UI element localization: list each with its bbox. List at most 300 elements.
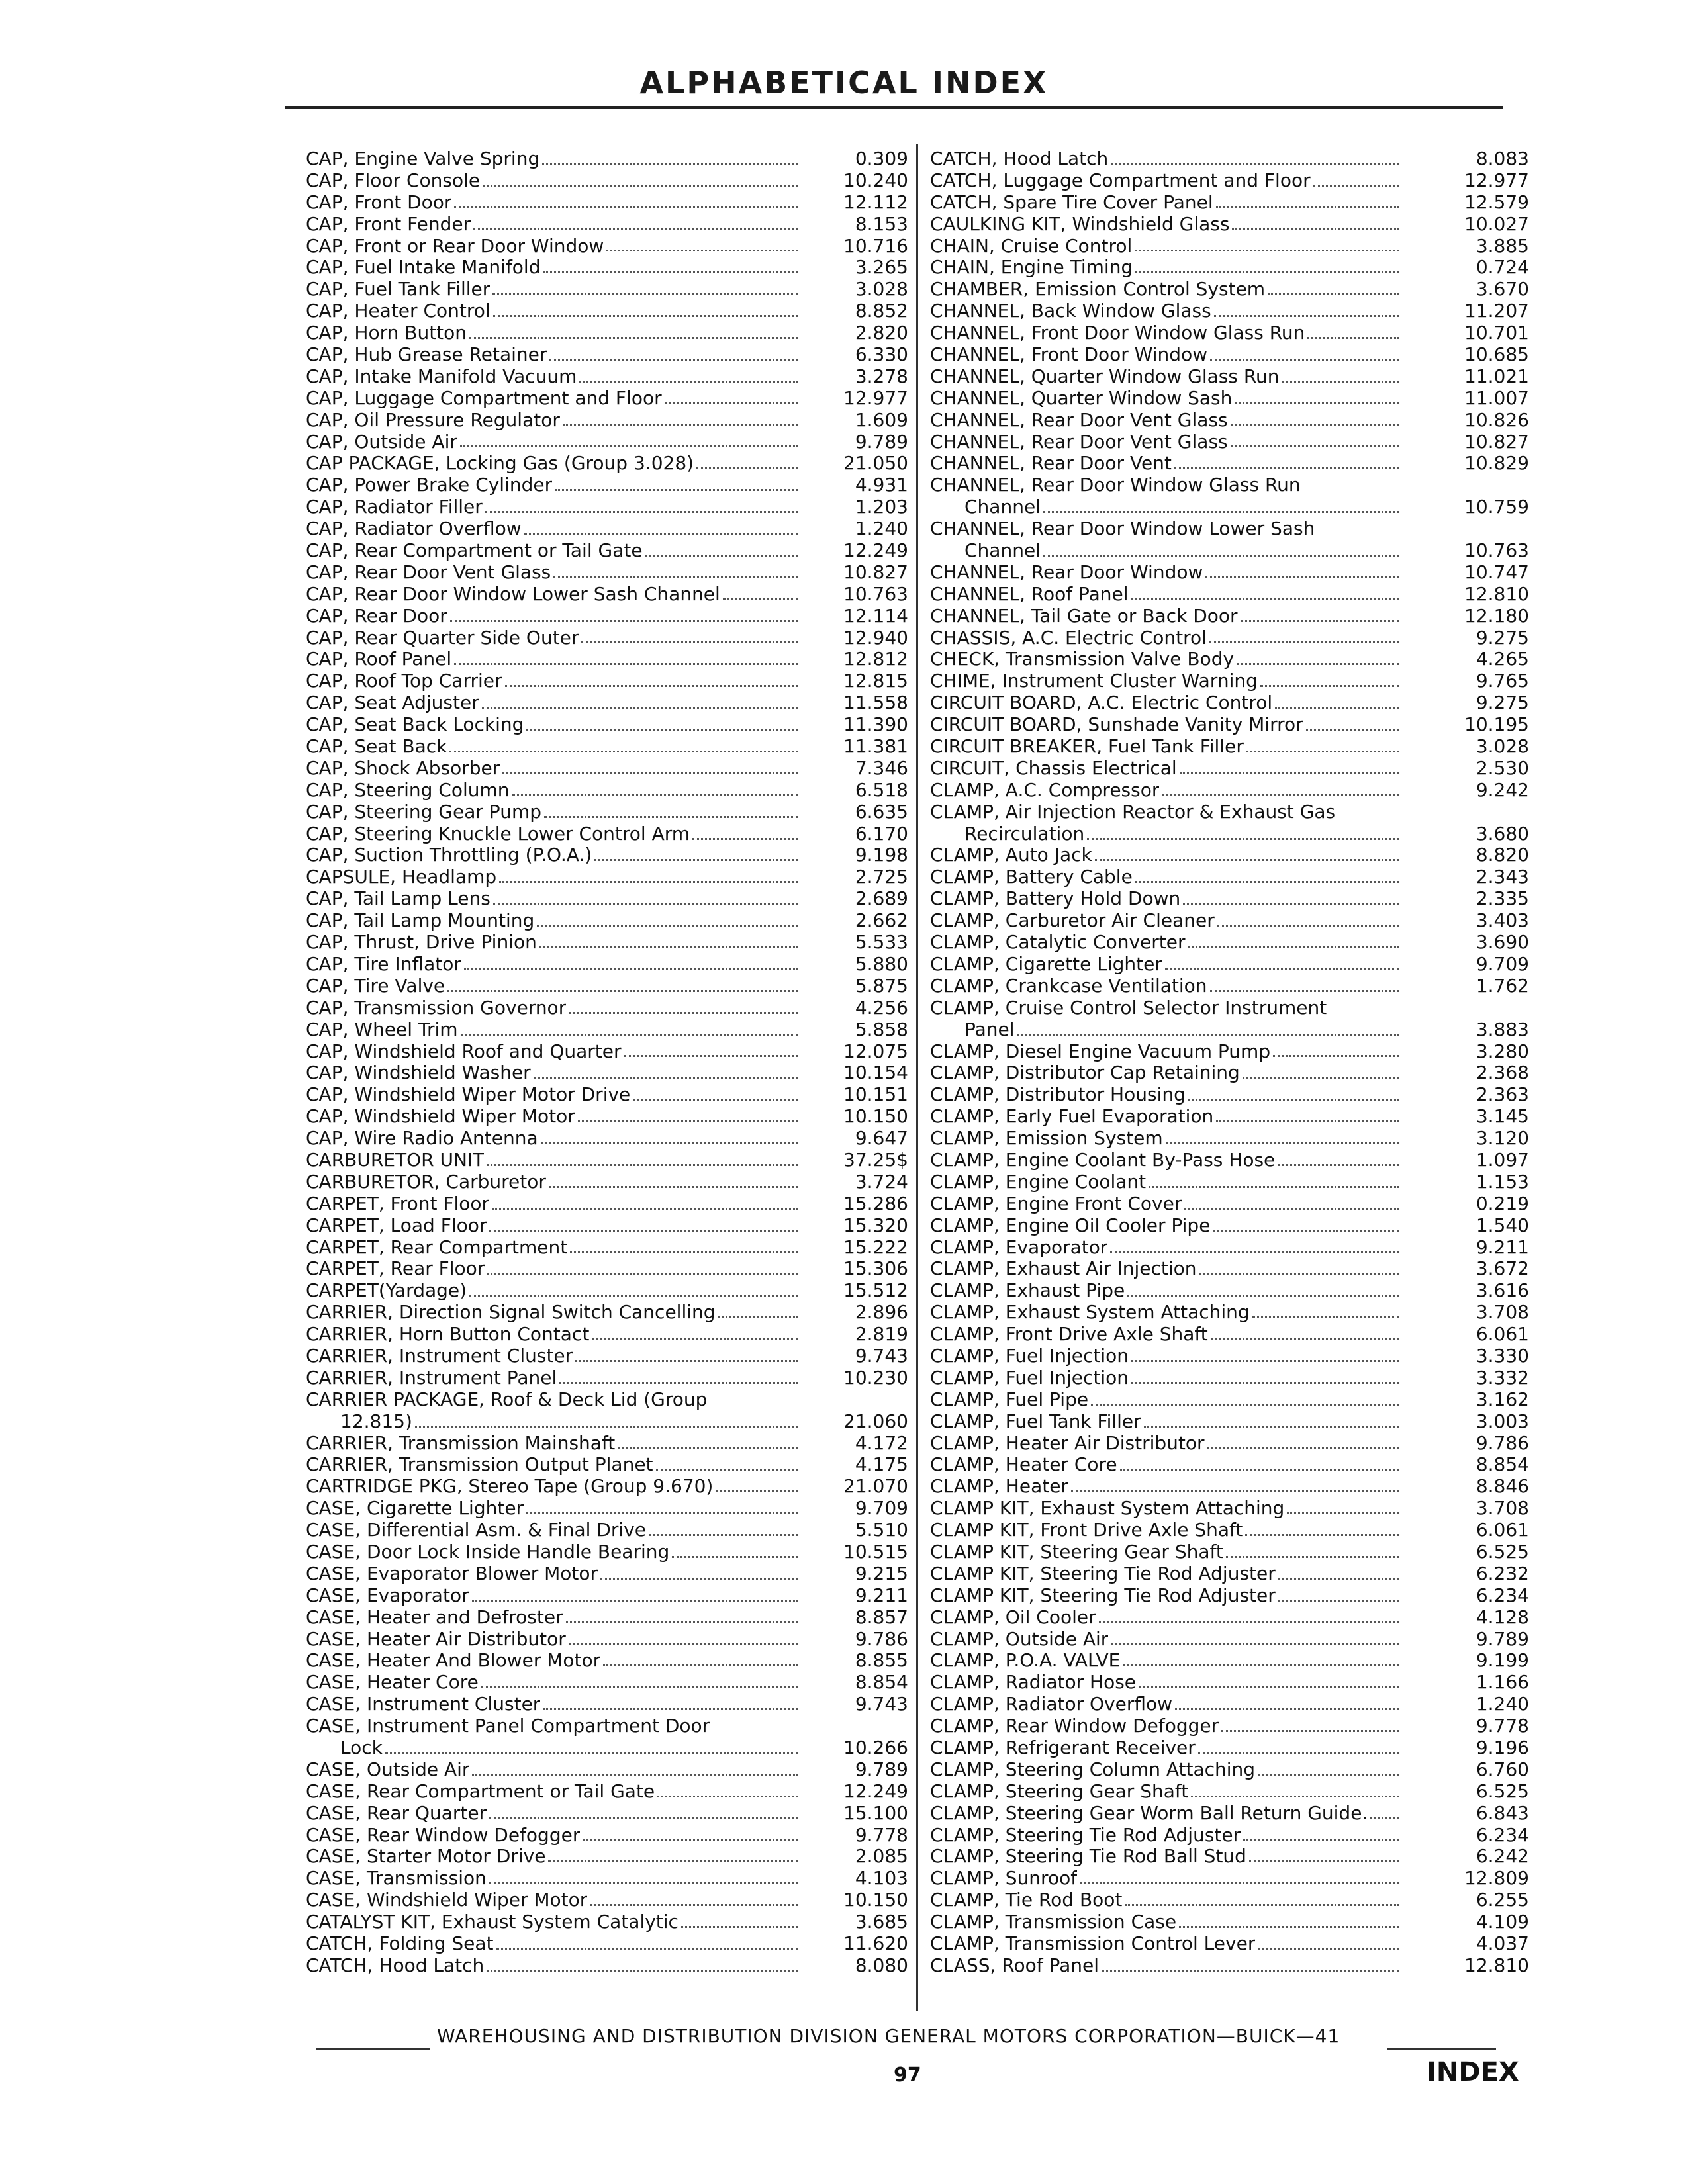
index-entry-name: CAP, Floor Console: [306, 169, 481, 191]
index-entry: [306, 453, 908, 475]
dot-leader: [385, 1752, 798, 1754]
index-entry: [930, 823, 1529, 845]
dot-leader: [492, 293, 798, 295]
index-entry-name: CASE, Instrument Panel Compartment Door: [306, 1715, 710, 1737]
index-entry-name: CASE, Rear Window Defogger: [306, 1824, 581, 1846]
dot-leader: [481, 1686, 798, 1688]
index-entry-group-number: 1.153: [1476, 1170, 1529, 1193]
index-entry-group-number: 15.512: [843, 1279, 908, 1302]
index-entry-name: CHAIN, Engine Timing: [930, 257, 1133, 279]
index-entry-name: CLAMP, Air Injection Reactor & Exhaust Gas: [930, 801, 1336, 823]
index-entry: [306, 997, 908, 1019]
index-entry-name: CIRCUIT, Chassis Electrical: [930, 757, 1177, 779]
dot-leader: [461, 1034, 798, 1036]
dot-leader: [1278, 1164, 1399, 1166]
index-entry-group-number: 12.810: [1464, 582, 1529, 605]
dot-leader: [1071, 1490, 1399, 1492]
index-entry-name: CAP, Seat Back: [306, 736, 447, 758]
dot-leader: [1214, 315, 1399, 317]
index-entry-group-number: 4.128: [1476, 1606, 1529, 1628]
dot-leader: [1135, 881, 1399, 883]
index-entry: [306, 758, 908, 780]
index-entry-name: CLAMP, Heater Core: [930, 1454, 1117, 1476]
index-entry-group-number: 0.309: [855, 147, 908, 169]
index-column-right: [930, 148, 1529, 1977]
index-entry-name: CAP, Intake Manifold Vacuum: [306, 365, 577, 387]
index-entry-name: CLAMP, Steering Gear Worm Ball Return Guide.: [930, 1802, 1368, 1824]
index-entry-group-number: 9.743: [855, 1693, 908, 1715]
index-entry: [306, 649, 908, 670]
index-entry-group-number: 15.222: [843, 1236, 908, 1258]
index-entry-group-number: 5.533: [855, 931, 908, 954]
dot-leader: [553, 576, 798, 578]
index-entry-group-number: 3.265: [855, 256, 908, 279]
index-entry-group-number: 10.759: [1464, 496, 1529, 518]
dot-leader: [1125, 1904, 1399, 1906]
index-entry: [306, 518, 908, 540]
index-entry: [306, 1106, 908, 1128]
index-entry-name: CAP, Rear Quarter Side Outer: [306, 627, 579, 649]
index-entry-name: CATCH, Hood Latch: [930, 148, 1109, 169]
index-entry-group-number: 10.154: [843, 1062, 908, 1084]
index-entry: [306, 1193, 908, 1215]
index-entry: [930, 584, 1529, 606]
index-entry: [930, 997, 1529, 1019]
index-entry-name: CARPET, Front Floor: [306, 1193, 490, 1214]
dot-leader: [1260, 685, 1399, 687]
dot-leader: [656, 1469, 798, 1471]
index-entry: [306, 1084, 908, 1106]
index-entry-name: CAP, Steering Column: [306, 779, 510, 801]
index-entry-group-number: 12.114: [843, 604, 908, 627]
index-entry-group-number: 6.061: [1476, 1519, 1529, 1541]
index-entry: [930, 1759, 1529, 1781]
index-entry: [306, 1759, 908, 1781]
index-entry-group-number: 12.112: [843, 191, 908, 213]
dot-leader: [496, 1948, 798, 1950]
index-entry-group-number: 10.230: [843, 1366, 908, 1388]
index-entry: [930, 279, 1529, 300]
index-entry-name: CLAMP, Engine Front Cover: [930, 1193, 1182, 1214]
index-entry-name: CLAMP, Fuel Pipe: [930, 1388, 1089, 1410]
dot-leader: [454, 663, 798, 665]
index-entry-group-number: 6.234: [1476, 1823, 1529, 1846]
index-entry-name: CLAMP, Fuel Tank Filler: [930, 1410, 1141, 1432]
dot-leader: [594, 859, 798, 861]
index-entry-name: CARRIER, Transmission Output Planet: [306, 1454, 653, 1476]
index-entry: [306, 1781, 908, 1803]
index-entry-name: CAP, Windshield Roof and Quarter: [306, 1040, 622, 1062]
index-entry-name: CHANNEL, Rear Door Vent Glass: [930, 409, 1228, 431]
dot-leader: [672, 1556, 798, 1558]
index-entry-name: CARRIER, Instrument Cluster: [306, 1345, 573, 1367]
index-entry-name: CLAMP, Steering Tie Rod Adjuster: [930, 1824, 1241, 1846]
dot-leader: [606, 250, 798, 251]
index-entry-group-number: 4.103: [855, 1867, 908, 1889]
dot-leader: [1278, 1578, 1399, 1580]
index-entry-group-number: 9.778: [855, 1823, 908, 1846]
index-entry: [306, 670, 908, 692]
index-entry: [930, 1694, 1529, 1715]
index-entry: [930, 1258, 1529, 1280]
dot-leader: [543, 271, 798, 273]
section-label: INDEX: [1427, 2057, 1519, 2087]
dot-leader: [485, 511, 798, 513]
index-entry-group-number: 9.789: [1476, 1627, 1529, 1650]
index-entry-group-number: 9.709: [855, 1497, 908, 1520]
index-entry-name: CATCH, Folding Seat: [306, 1933, 494, 1955]
index-entry: [930, 170, 1529, 192]
dot-leader: [524, 533, 798, 535]
index-entry: [930, 1062, 1529, 1084]
index-entry-group-number: 12.249: [843, 539, 908, 562]
index-entry: [306, 1389, 908, 1411]
index-entry-name: CHANNEL, Rear Door Window Lower Sash: [930, 518, 1315, 540]
index-entry-group-number: 12.815: [843, 670, 908, 692]
index-entry-name: CARPET, Load Floor: [306, 1214, 487, 1236]
index-entry: [306, 1367, 908, 1389]
index-entry-name: CHANNEL, Rear Door Window: [930, 561, 1203, 583]
index-entry: [930, 1041, 1529, 1063]
dot-leader: [581, 641, 798, 643]
index-entry-group-number: 3.680: [1476, 822, 1529, 844]
dot-leader: [1205, 576, 1399, 578]
dot-leader: [544, 816, 798, 818]
dot-leader: [469, 337, 798, 339]
dot-leader: [1249, 1860, 1399, 1862]
index-entry: [306, 866, 908, 888]
index-entry: [306, 1629, 908, 1651]
index-entry-group-number: 3.885: [1476, 234, 1529, 257]
index-entry: [306, 1258, 908, 1280]
dot-leader: [1166, 1142, 1399, 1144]
dot-leader: [464, 968, 798, 970]
index-entry-name: CHANNEL, Back Window Glass: [930, 300, 1211, 322]
index-entry-name: CAP, Fuel Tank Filler: [306, 279, 491, 300]
dot-leader: [1099, 1621, 1399, 1623]
index-entry: [930, 692, 1529, 714]
dot-leader: [1198, 1752, 1399, 1754]
index-entry: [306, 1585, 908, 1607]
dot-leader: [1111, 1643, 1399, 1645]
index-entry-group-number: 10.240: [843, 169, 908, 191]
index-entry-name: CAP, Shock Absorber: [306, 757, 500, 779]
index-entry-group-number: 6.330: [855, 343, 908, 365]
index-entry-group-number: 6.760: [1476, 1758, 1529, 1780]
dot-leader: [1111, 163, 1399, 165]
index-entry-group-number: 1.166: [1476, 1671, 1529, 1694]
index-entry-group-number: 12.809: [1464, 1867, 1529, 1889]
index-entry: [930, 932, 1529, 954]
index-entry-group-number: 9.786: [1476, 1432, 1529, 1454]
index-entry: [306, 1933, 908, 1955]
index-entry-name: CAP, Engine Valve Spring: [306, 148, 540, 169]
index-entry: [930, 1629, 1529, 1651]
index-entry: [930, 888, 1529, 910]
dot-leader: [1370, 1817, 1399, 1819]
dot-leader: [570, 1251, 798, 1253]
dot-leader: [469, 1295, 798, 1297]
dot-leader: [716, 1490, 798, 1492]
index-entry: [306, 214, 908, 236]
index-entry-group-number: 5.858: [855, 1018, 908, 1040]
index-entry-name: CLAMP KIT, Front Drive Axle Shaft: [930, 1520, 1243, 1541]
index-entry-name: CIRCUIT BOARD, Sunshade Vanity Mirror: [930, 714, 1303, 736]
index-entry-group-number: 10.763: [843, 582, 908, 605]
index-entry: [930, 1237, 1529, 1259]
index-entry: [930, 1454, 1529, 1476]
index-entry-group-number: 10.150: [843, 1105, 908, 1128]
index-entry-group-number: 4.037: [1476, 1933, 1529, 1955]
dot-leader: [1237, 663, 1399, 665]
dot-leader: [450, 620, 798, 622]
index-entry-name: CARRIER, Instrument Panel: [306, 1367, 557, 1388]
index-entry: [930, 1084, 1529, 1106]
index-entry: [930, 1650, 1529, 1672]
index-entry-group-number: 4.256: [855, 996, 908, 1019]
index-entry-name: CAP, Suction Throttling (P.O.A.): [306, 844, 592, 866]
index-entry-group-number: 9.211: [855, 1584, 908, 1606]
index-entry-name: CLAMP, P.O.A. VALVE: [930, 1650, 1121, 1672]
dot-leader: [472, 1600, 798, 1602]
index-entry: [930, 388, 1529, 410]
footer-rule-left: [316, 2048, 430, 2050]
index-entry-name: CASE, Cigarette Lighter: [306, 1498, 524, 1520]
index-entry-group-number: 11.390: [843, 713, 908, 736]
index-entry-group-number: 10.195: [1464, 713, 1529, 736]
index-entry-group-number: 3.690: [1476, 931, 1529, 954]
index-entry: [930, 1389, 1529, 1411]
index-entry-name: CAPSULE, Headlamp: [306, 866, 497, 888]
index-entry-group-number: 11.620: [843, 1933, 908, 1955]
index-entry-name: CASE, Differential Asm. & Final Drive: [306, 1520, 646, 1541]
index-entry: [306, 780, 908, 801]
index-entry-name: Channel: [964, 496, 1041, 518]
dot-leader: [1252, 1316, 1399, 1318]
index-entry: [930, 236, 1529, 257]
index-entry-group-number: 12.977: [843, 387, 908, 409]
index-entry: [930, 148, 1529, 170]
index-entry-name: CLAMP, Engine Coolant By-Pass Hose: [930, 1149, 1276, 1171]
index-entry: [306, 1846, 908, 1868]
index-entry-name: CLAMP, Sunroof: [930, 1868, 1078, 1889]
index-entry-name: CLAMP, Engine Coolant: [930, 1171, 1147, 1193]
index-entry-group-number: 37.25$: [843, 1148, 908, 1171]
dot-leader: [1188, 946, 1400, 948]
index-entry-name: CASE, Instrument Cluster: [306, 1694, 541, 1715]
index-entry: [930, 257, 1529, 279]
index-entry: [306, 1955, 908, 1977]
dot-leader: [541, 1142, 798, 1144]
dot-leader: [1123, 1664, 1399, 1666]
dot-leader: [618, 1447, 798, 1449]
index-entry-group-number: 3.883: [1476, 1018, 1529, 1040]
index-entry: [930, 976, 1529, 997]
dot-leader: [493, 903, 798, 905]
index-entry-group-number: 6.518: [855, 778, 908, 801]
index-entry-name: CHASSIS, A.C. Electric Control: [930, 627, 1207, 649]
dot-leader: [555, 489, 798, 491]
dot-leader: [1188, 1099, 1399, 1101]
index-entry-name: CHANNEL, Quarter Window Sash: [930, 387, 1233, 409]
index-entry-name: Lock: [340, 1737, 383, 1758]
index-entry-name: CLAMP, Battery Cable: [930, 866, 1133, 888]
index-entry-name: CLAMP, Emission System: [930, 1128, 1163, 1150]
index-entry: [306, 236, 908, 257]
dot-leader: [1213, 1230, 1399, 1232]
index-entry: [930, 496, 1529, 518]
dot-leader: [1268, 293, 1399, 295]
index-entry-group-number: 10.716: [843, 234, 908, 257]
index-entry: [306, 845, 908, 867]
index-entry-name: CHECK, Transmission Valve Body: [930, 649, 1235, 670]
index-entry-name: CAP, Power Brake Cylinder: [306, 475, 553, 496]
dot-leader: [493, 315, 798, 317]
dot-leader: [1120, 1469, 1399, 1471]
index-entry-name: CASE, Evaporator Blower Motor: [306, 1563, 598, 1584]
index-entry-group-number: 1.609: [855, 408, 908, 431]
index-entry-group-number: 10.826: [1464, 408, 1529, 431]
index-entry: [306, 1128, 908, 1150]
index-entry-name: CLAMP, Radiator Overflow: [930, 1694, 1173, 1715]
index-entry-name: CATCH, Luggage Compartment and Floor: [930, 169, 1311, 191]
index-entry-name: Channel: [964, 540, 1041, 562]
index-entry-group-number: 9.709: [1476, 952, 1529, 975]
index-entry: [306, 279, 908, 300]
index-entry-name: CAP, Horn Button: [306, 322, 467, 344]
index-entry-name: CAP, Tire Inflator: [306, 953, 461, 975]
index-entry-group-number: 3.280: [1476, 1040, 1529, 1062]
index-entry-group-number: 1.203: [855, 496, 908, 518]
index-entry-name: CLAMP, Exhaust Air Injection: [930, 1258, 1197, 1280]
index-entry: [306, 1715, 908, 1737]
index-entry: [930, 1563, 1529, 1585]
dot-leader: [600, 1578, 798, 1580]
index-entry-name: CASE, Starter Motor Drive: [306, 1846, 546, 1868]
index-entry: [306, 1324, 908, 1345]
index-entry-name: CLAMP, Carburetor Air Cleaner: [930, 910, 1215, 932]
index-entry: [306, 1868, 908, 1889]
index-entry-name: CAP, Roof Top Carrier: [306, 670, 502, 692]
index-entry: [930, 344, 1529, 366]
index-entry: [930, 366, 1529, 388]
index-entry-name: CLAMP, Rear Window Defogger: [930, 1715, 1219, 1737]
dot-leader: [1246, 751, 1399, 752]
index-entry: [306, 910, 908, 932]
index-entry-name: Panel: [964, 1019, 1015, 1040]
index-entry-group-number: 3.330: [1476, 1344, 1529, 1367]
index-entry-name: CAP, Tire Valve: [306, 975, 445, 997]
index-entry: [930, 1367, 1529, 1389]
dot-leader: [502, 772, 798, 774]
index-entry-group-number: 3.708: [1476, 1497, 1529, 1520]
index-entry-name: CIRCUIT BOARD, A.C. Electric Control: [930, 692, 1273, 714]
dot-leader: [512, 794, 798, 796]
index-entry-name: CARBURETOR, Carburetor: [306, 1171, 546, 1193]
index-entry-name: CLAMP, Evaporator: [930, 1236, 1108, 1258]
dot-leader: [1226, 1556, 1399, 1558]
dot-leader: [696, 467, 798, 469]
index-entry-group-number: 8.855: [855, 1649, 908, 1672]
index-entry-group-number: 3.670: [1476, 278, 1529, 300]
index-entry: [306, 1737, 908, 1759]
index-entry-name: CLAMP, Battery Hold Down: [930, 888, 1181, 910]
dot-leader: [1231, 424, 1399, 426]
index-entry-group-number: 2.335: [1476, 887, 1529, 910]
index-entry: [930, 1193, 1529, 1215]
index-entry: [306, 1911, 908, 1933]
index-entry: [930, 714, 1529, 736]
index-entry-name: CLAMP, Cruise Control Selector Instrument: [930, 997, 1327, 1019]
index-entry-group-number: 21.060: [843, 1410, 908, 1432]
dot-leader: [624, 1055, 798, 1057]
index-entry-name: CAULKING KIT, Windshield Glass: [930, 213, 1230, 235]
index-entry-name: CLAMP, Engine Oil Cooler Pipe: [930, 1214, 1211, 1236]
index-entry-name: CATCH, Spare Tire Cover Panel: [930, 191, 1213, 213]
index-entry: [930, 432, 1529, 453]
index-entry: [306, 1302, 908, 1324]
dot-leader: [1175, 1708, 1399, 1710]
index-entry: [306, 1889, 908, 1911]
index-entry: [930, 1911, 1529, 1933]
index-entry-group-number: 3.028: [855, 278, 908, 300]
index-entry-name: CASE, Rear Quarter: [306, 1802, 487, 1824]
index-entry-group-number: 2.363: [1476, 1083, 1529, 1106]
index-entry-group-number: 3.708: [1476, 1301, 1529, 1324]
index-entry: [306, 584, 908, 606]
index-entry-name: CASE, Transmission: [306, 1868, 487, 1889]
index-entry-group-number: 9.199: [1476, 1649, 1529, 1672]
index-entry-name: CAP, Luggage Compartment and Floor: [306, 387, 662, 409]
dot-leader: [473, 228, 798, 230]
index-entry-name: CAP, Windshield Wiper Motor Drive: [306, 1084, 631, 1106]
index-entry-name: CHANNEL, Rear Door Vent Glass: [930, 431, 1228, 453]
index-entry-group-number: 9.198: [855, 844, 908, 866]
dot-leader: [460, 445, 798, 447]
index-entry-name: Recirculation: [964, 823, 1085, 844]
index-entry: [306, 736, 908, 758]
dot-leader: [1258, 1774, 1399, 1776]
dot-leader: [1183, 903, 1399, 905]
dot-leader: [548, 1860, 798, 1862]
index-entry: [930, 1825, 1529, 1846]
index-entry-group-number: 10.701: [1464, 322, 1529, 344]
index-entry-name: CAP, Windshield Wiper Motor: [306, 1106, 575, 1128]
index-entry-name: CAP, Fuel Intake Manifold: [306, 257, 541, 279]
index-entry: [930, 1672, 1529, 1694]
index-entry: [306, 496, 908, 518]
index-entry-name: CAP, Tail Lamp Lens: [306, 888, 491, 910]
index-entry-name: CHANNEL, Front Door Window: [930, 344, 1208, 365]
index-entry-group-number: 6.635: [855, 800, 908, 823]
dot-leader: [1080, 1882, 1399, 1884]
index-entry-name: CLAMP, Heater: [930, 1476, 1068, 1498]
index-entry-group-number: 2.085: [855, 1845, 908, 1868]
index-entry: [930, 1585, 1529, 1607]
index-entry: [306, 1563, 908, 1585]
dot-leader: [1174, 467, 1399, 469]
index-entry-group-number: 3.724: [855, 1170, 908, 1193]
index-entry-group-number: 8.080: [855, 1954, 908, 1976]
dot-leader: [1127, 1295, 1399, 1297]
index-entry-group-number: 5.510: [855, 1519, 908, 1541]
dot-leader: [1231, 445, 1399, 447]
index-entry-group-number: 12.579: [1464, 191, 1529, 213]
index-entry-name: CHANNEL, Quarter Window Glass Run: [930, 365, 1280, 387]
dot-leader: [649, 1534, 798, 1536]
index-entry-name: CASE, Heater Air Distributor: [306, 1628, 566, 1650]
index-entry-name: CLAMP, Transmission Case: [930, 1911, 1177, 1933]
